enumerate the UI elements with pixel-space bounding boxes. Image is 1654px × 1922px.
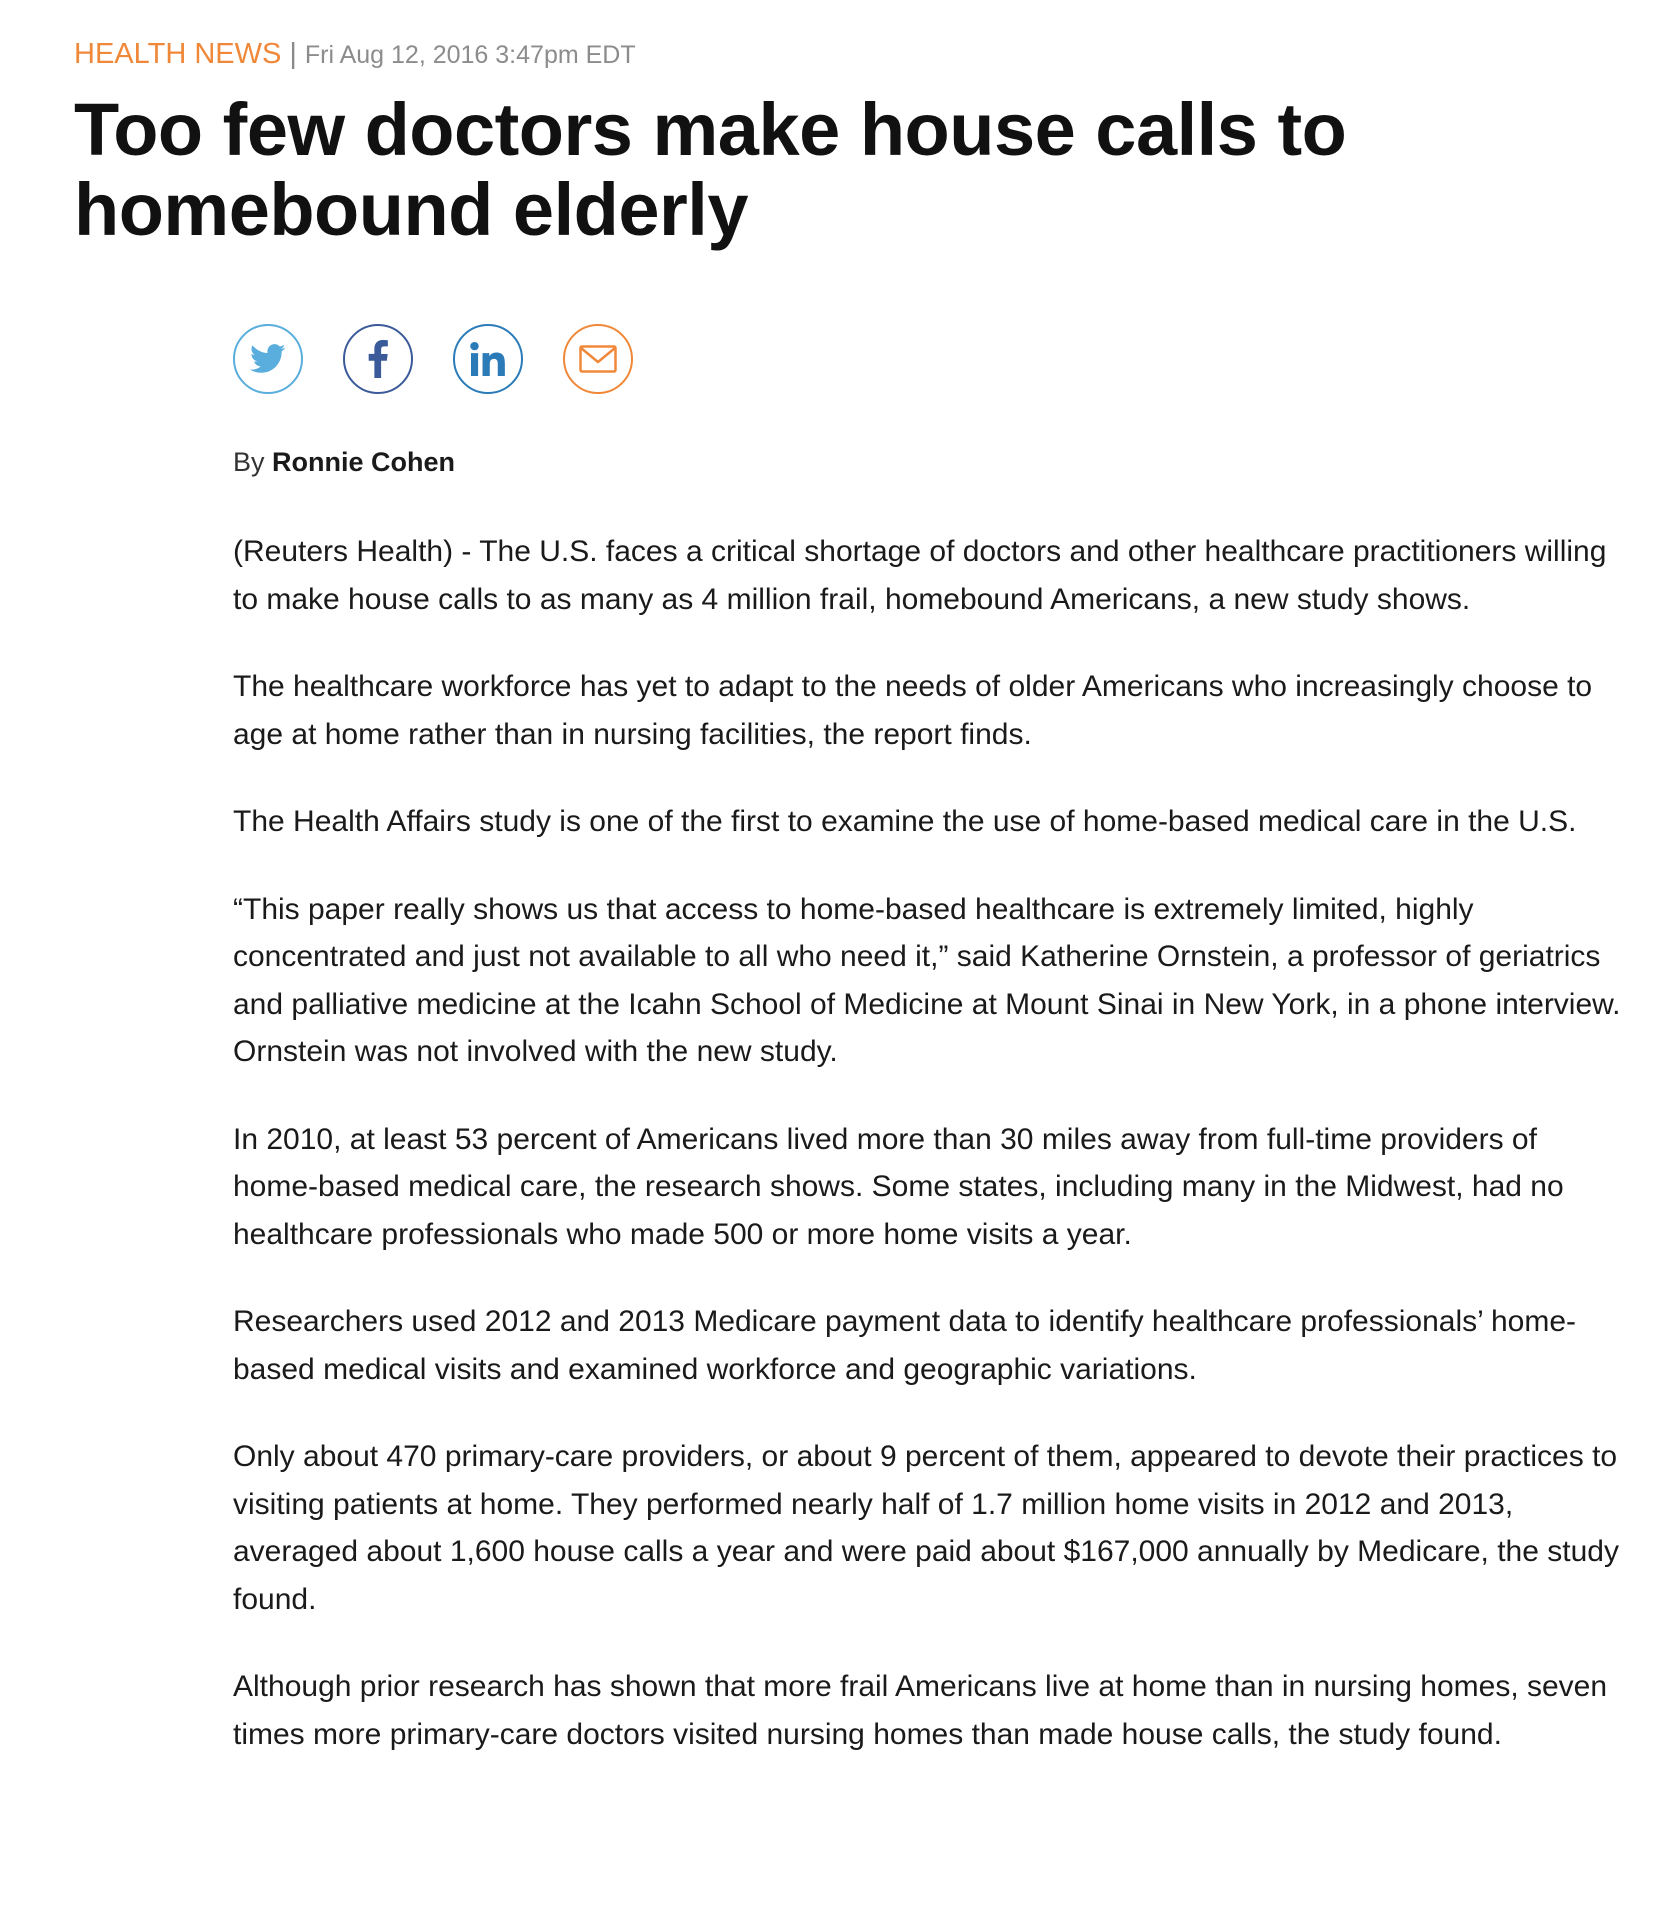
share-bar [233,324,633,394]
envelope-icon [579,345,617,373]
byline-prefix: By [233,447,265,477]
article-paragraph: The healthcare workforce has yet to adapt to the needs of older Americans who increasingly choose to age at home rather than in nursing facilities, the report finds. [233,670,1593,751]
article-timestamp: Fri Aug 12, 2016 3:47pm EDT [304,41,636,69]
twitter-bird-icon [250,344,286,374]
author-link[interactable]: Ronnie Cohen [272,447,456,477]
share-twitter-button[interactable] [233,324,303,394]
article-headline: Too few doctors make house calls to homebound elderly [74,88,1347,251]
article-kicker [74,34,636,75]
section-link[interactable]: HEALTH NEWS [74,38,282,70]
article-paragraph: (Reuters Health) - The U.S. faces a critical shortage of doctors and other healthcare practitioners willing to make house calls to as many as 4 million frail, homebound Americans, a new study shows. [233,535,1607,616]
linkedin-in-icon [470,342,506,376]
share-facebook-button[interactable] [343,324,413,394]
share-linkedin-button[interactable] [453,324,523,394]
kicker-separator: | [289,38,297,70]
article-paragraph: In 2010, at least 53 percent of Americans lived more than 30 miles away from full-time providers of home-based medical care, the research shows. Some states, including many in the Midwest, had no healthcare professionals who made 500 or more home visits a year. [233,1122,1564,1251]
article-body [233,528,1623,1798]
facebook-f-icon [367,340,389,378]
byline [233,444,455,480]
article-paragraph: Although prior research has shown that more frail Americans live at home than in nursing homes, seven times more primary-care doctors visited nursing homes than made house calls, the study found. [233,1670,1608,1751]
article-paragraph: “This paper really shows us that access to home-based healthcare is extremely limited, highly concentrated and just not available to all who need it,” said Katherine Ornstein, a professor of geriatrics and palliative medicine at the Icahn School of Medicine at Mount Sinai in New York, in a phone interview. Ornstein was not involved with the new study. [233,892,1621,1068]
article-paragraph: Only about 470 primary-care providers, or about 9 percent of them, appeared to devote their practices to visiting patients at home. They performed nearly half of 1.7 million home visits in 2012 and 2013, averaged about 1,600 house calls a year and were paid about $167,000 annually by Medicare, the study found. [233,1440,1619,1616]
article-paragraph: The Health Affairs study is one of the first to examine the use of home-based medical care in the U.S. [233,805,1577,838]
share-email-button[interactable] [563,324,633,394]
article-paragraph: Researchers used 2012 and 2013 Medicare payment data to identify healthcare professionals’ home-based medical visits and examined workforce and geographic variations. [233,1305,1577,1386]
